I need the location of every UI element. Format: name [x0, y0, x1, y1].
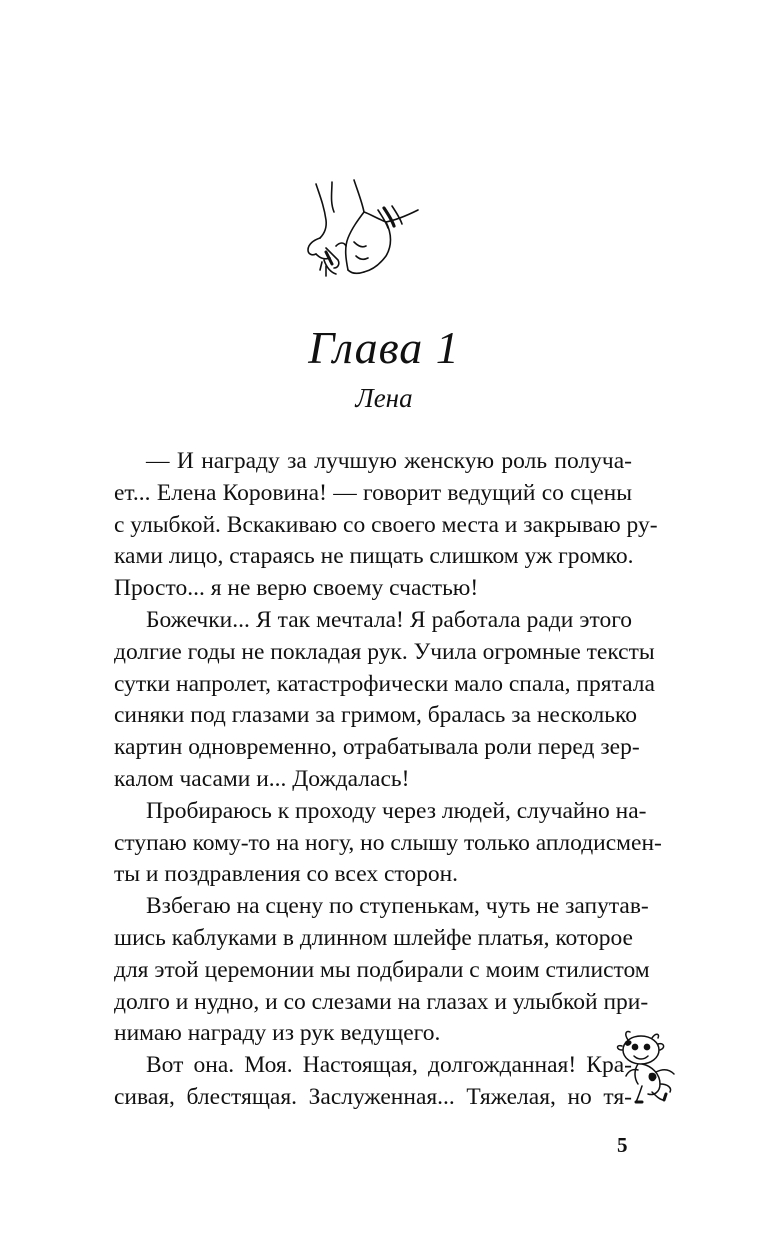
- page-number: 5: [617, 1133, 628, 1157]
- text-line: синяки под глазами за гримом, бралась за несколько: [114, 702, 637, 729]
- text-line: ет... Елена Коровина! — говорит ведущий со сцены: [114, 479, 632, 506]
- text-line: Вот она. Моя. Настоящая, долгожданная! Кра-: [146, 1052, 632, 1079]
- text-line: Божечки... Я так мечтала! Я работала ради этого: [146, 606, 632, 633]
- text-line: долго и нудно, и со слезами на глазах и улыбкой при-: [114, 988, 649, 1015]
- text-line: сутки напролет, катастрофически мало спала, прятала: [114, 670, 655, 697]
- chapter-subtitle: Лена: [355, 383, 413, 413]
- cow-mascot-illustration: [612, 1028, 678, 1106]
- text-line: картин одновременно, отрабатывала роли перед зер-: [114, 734, 640, 761]
- text-line: нимаю награду из рук ведущего.: [114, 1020, 441, 1047]
- text-line: с улыбкой. Вскакиваю со своего места и закрываю ру-: [114, 511, 658, 538]
- text-line: для этой церемонии мы подбирали с моим стилистом: [114, 956, 650, 983]
- text-line: ступаю кому-то на ногу, но слышу только аплодисмен-: [114, 829, 662, 856]
- chapter-title: Глава 1: [308, 322, 460, 373]
- holding-hands-illustration: [296, 176, 426, 288]
- text-line: Взбегаю на сцену по ступенькам, чуть не запутав-: [146, 893, 649, 920]
- text-line: — И награду за лучшую женскую роль получа-: [146, 448, 632, 474]
- text-line: Пробираюсь к проходу через людей, случайно на-: [146, 797, 647, 824]
- text-line: сивая, блестящая. Заслуженная... Тяжелая, но тя-: [114, 1083, 632, 1110]
- text-line: долгие годы не покладая рук. Учила огромные тексты: [114, 638, 655, 665]
- text-line: ками лицо, стараясь не пищать слишком уж громко.: [114, 543, 634, 570]
- body-text: [114, 446, 662, 1114]
- text-line: ты и поздравления со всех сторон.: [114, 861, 459, 888]
- text-line: шись каблуками в длинном шлейфе платья, которое: [114, 924, 633, 951]
- text-line: калом часами и... Дождалась!: [114, 765, 410, 792]
- text-line: Просто... я не верю своему счастью!: [114, 575, 479, 602]
